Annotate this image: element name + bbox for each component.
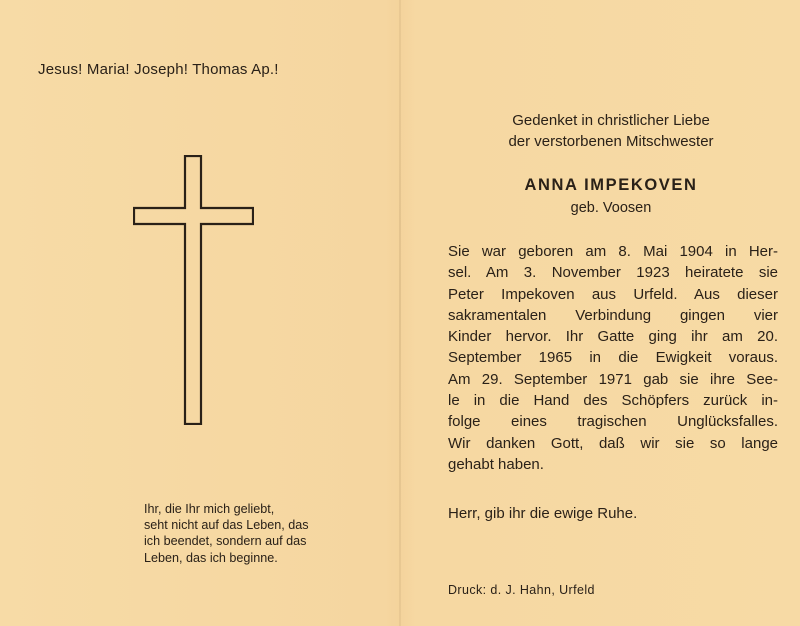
prayer-text: Herr, gib ihr die ewige Ruhe. — [448, 505, 638, 522]
bio-line: sakramentalen Verbindung gingen vier — [448, 306, 778, 324]
birth-name: geb. Voosen — [570, 200, 652, 216]
invocation-text: Jesus! Maria! Joseph! Thomas Ap.! — [38, 61, 279, 78]
intro-line: Gedenket in christlicher Liebe — [512, 112, 710, 129]
cross-outline — [134, 156, 253, 424]
verse-line: Ihr, die Ihr mich geliebt, — [144, 502, 275, 516]
right-panel — [401, 0, 800, 626]
bio-line: gehabt haben. — [448, 455, 544, 473]
bio-line: Peter Impekoven aus Urfeld. Aus dieser — [448, 285, 778, 303]
bio-line: Am 29. September 1971 gab sie ihre See- — [448, 370, 778, 388]
verse-line: Leben, das ich beginne. — [144, 550, 278, 565]
bio-line: Wir danken Gott, daß wir sie so lange — [448, 434, 778, 452]
left-panel — [0, 0, 399, 626]
bio-line: sel. Am 3. November 1923 heiratete sie — [448, 264, 778, 282]
verse-line: seht nicht auf das Leben, das — [144, 518, 309, 533]
deceased-name: ANNA IMPEKOVEN — [524, 176, 698, 194]
cross-icon — [133, 155, 254, 425]
intro-line: der verstorbenen Mitschwester — [508, 133, 714, 150]
printer-credit: Druck: d. J. Hahn, Urfeld — [448, 583, 595, 597]
intro-block — [451, 110, 771, 152]
bio-line: Kinder hervor. Ihr Gatte ging ihr am 20. — [448, 328, 778, 346]
verse-line: ich beendet, sondern auf das — [144, 534, 307, 549]
bio-line: le in die Hand des Schöpfers zurück in- — [448, 392, 778, 410]
verse-block — [144, 501, 354, 566]
bio-line: folge eines tragischen Unglücksfalles. — [448, 413, 778, 431]
biography-block — [448, 241, 778, 475]
bio-line: Sie war geboren am 8. Mai 1904 in Her- — [448, 243, 778, 260]
bio-line: September 1965 in die Ewigkeit voraus. — [448, 349, 778, 367]
